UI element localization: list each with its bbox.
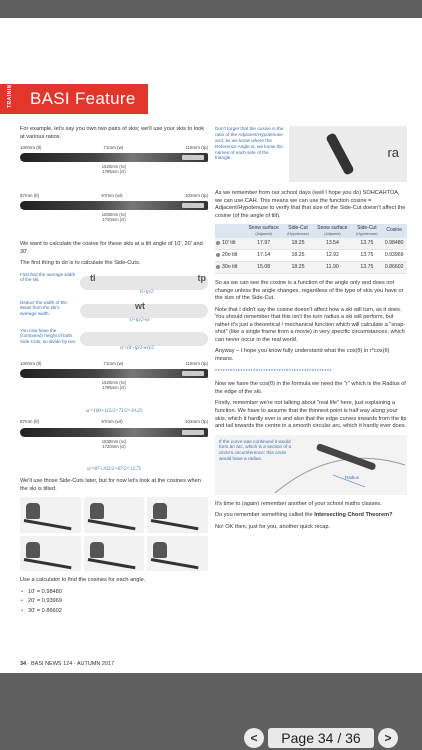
tilt-angle-images	[20, 497, 208, 571]
radius-arc-diagram	[215, 435, 407, 495]
triangle-callout	[215, 126, 407, 184]
reader-toolbar	[0, 726, 422, 750]
ski2-dim2: 1720mm (cl)	[102, 217, 126, 223]
ski2-tip: 87mm (tl)	[20, 193, 39, 199]
sidecut-shape-3	[80, 332, 208, 346]
ski4-image	[20, 428, 208, 437]
arc-note: If the curve was continued it would form an arc, which is a section of a circle's circumference: this circle would have a radius.	[219, 438, 292, 462]
sidecut-diagram	[20, 272, 208, 356]
ski4-dim1: 1830mm (sc)	[101, 438, 127, 444]
formula-ski2: sc=87+102/2=67/2=13.75	[86, 467, 142, 473]
intro-text: For example, let's say you own two pairs of skis; we'll use your skis to look at various ratios.	[20, 126, 205, 140]
tilt-image-5	[84, 536, 145, 572]
magazine-page	[0, 18, 422, 673]
page-indicator[interactable]: Page 34 / 36	[268, 728, 374, 748]
ski2-waist: 67mm (wt)	[101, 193, 123, 199]
left-column	[20, 126, 208, 618]
label-tl: tl	[90, 272, 96, 283]
ski4-tail: 102mm (tp)	[184, 419, 208, 425]
formula-ski1: sc=100+115/2=71/2=10.25	[85, 408, 143, 414]
label-tp: tp	[197, 272, 206, 283]
time-text: It's time to (again) remember another of your school maths classes.	[215, 500, 382, 507]
triangle-illustration	[289, 126, 407, 182]
ra-label: ra	[387, 145, 399, 160]
ski3-image	[20, 369, 208, 378]
table-header: Snow surface (Adjacent)	[313, 224, 353, 238]
table-header: Side-Cut (Hypotenuse)	[284, 224, 313, 238]
sidecut-note-3: You now have the (combined) height of both Side-Cuts, so divide by two	[20, 327, 76, 345]
ski1-waist: 71mm (w)	[103, 145, 124, 151]
remember-text: Do you remember something called the Intersecting Chord Theorem?	[215, 512, 393, 519]
anyway-text: Anyway – I hope you know fully understand what the cos(θ) in r*cos(θ) means.	[215, 348, 390, 363]
need-text: Now we have the cos(θ) in the formula we need the "r" which is the Radius of the edge of the ski.	[215, 381, 406, 395]
firstly-text: Firstly, remember we're not talking about "real life" here, just explaining a function. We have to assume that the thinnest point is half way along your skis, which it hardly ever is and also that the edge curves inwards from the tip and tail towards the centre in a smooth circular arc, which it hardly ever does.	[215, 400, 407, 430]
cosine-list	[20, 589, 208, 616]
next-page-button[interactable]: >	[378, 728, 398, 748]
table-header: Side-Cut (Hypotenuse)	[352, 224, 381, 238]
bullet-dot-icon	[216, 253, 220, 257]
table-row: 30o tilt 15.08 18.25 11.90 13.75 0.86602	[215, 262, 407, 274]
ski4-waist: 67mm (wt)	[101, 419, 123, 425]
footer-page-number: 34	[20, 661, 27, 667]
table-header: Cosine	[381, 224, 407, 238]
feature-title: BASI Feature	[30, 89, 136, 108]
ski1-dim1: 1520mm (sc)	[101, 164, 127, 170]
ski3-tail: 115mm (tp)	[185, 360, 208, 366]
table-header: Snow surface (Adjacent)	[244, 224, 284, 238]
list-item: • 30' = 0.86602	[20, 608, 208, 616]
ski3-tip: 100mm (tl)	[20, 360, 42, 366]
formula-divide: sc=(tl+tp/2-wt)/2	[120, 345, 154, 351]
section-tab-label: TRAINING	[7, 79, 13, 108]
table-row: 10' tilt 17.97 18.25 13.54 13.75 0.98480	[215, 238, 407, 250]
table-row: 20o tilt 17.14 18.25 12.92 13.75 0.93969	[215, 250, 407, 262]
bullet-dot-icon	[216, 241, 220, 245]
formula-avg: tl+tp/2	[140, 289, 154, 295]
ski-diagram-2	[20, 193, 208, 235]
ski4-dim2: 1720mm (cl)	[102, 443, 126, 449]
ski2-dim1: 1830mm (sc)	[101, 212, 127, 218]
school-text: As we remember from our school days (well I hope you do) SOHCAHTOA, we can use CAH. This means we can use the function cosine = Adjacent/Hypotenuse to verify that that size of the Side-Cut doesn't affect the cosine (of the angle of tilt).	[215, 190, 406, 219]
ski-diagram-3	[20, 361, 208, 403]
ski-diagram-1	[20, 145, 208, 187]
radius-label: Radius	[345, 474, 360, 480]
sidecut-note-1: First find the average width of the ski.	[20, 271, 76, 283]
ski1-tail: 115mm (tp)	[185, 145, 208, 151]
bullet-dot-icon	[216, 265, 220, 269]
list-item: • 10' = 0.98480	[20, 589, 208, 597]
ski2-image	[20, 201, 208, 210]
tilt-image-4	[20, 536, 81, 572]
no-text: No! OK then, just for you, another quick recap.	[215, 523, 331, 530]
tilt-image-3	[147, 497, 208, 533]
list-item: • 20' = 0.93969	[20, 598, 208, 606]
same-text: So as we can see the cosine is a function of the angle only and does not change unless the angle changes, regardless of the type of skis you have or the size of the Side-Cut.	[215, 280, 404, 302]
ski3-waist: 71mm (w)	[103, 360, 124, 366]
calc-text: Use a calculator to find the cosines for each angle.	[20, 577, 146, 584]
ski1-dim2: 1765mm (cl)	[102, 169, 126, 175]
ski2-tail: 102mm (tp)	[184, 193, 208, 199]
ski4-tip: 87mm (tl)	[20, 419, 39, 425]
ski1-tip: 100mm (tl)	[20, 145, 42, 151]
tilt-image-6	[147, 536, 208, 572]
tilt-image-2	[84, 497, 145, 533]
ski3-dim2: 1765mm (cl)	[102, 384, 126, 390]
tilt-image-1	[20, 497, 81, 533]
prev-page-button[interactable]: <	[244, 728, 264, 748]
ski3-dim1: 1520mm (sc)	[101, 379, 127, 385]
right-column	[215, 126, 407, 535]
ski-diagram-4	[20, 419, 208, 461]
first-step-text: The first thing to do is to calculate the Side-Cuts.	[20, 260, 141, 267]
callout-text: Don't forget that the cosine is the ratio of the Adjacent/Hypotenuse and, as we know where the Reference Angle is, we know the names of each side of the triangle.	[215, 126, 284, 161]
note-text: Note that I didn't say the cosine doesn't affect how a ski will turn, as it does. You should remember that this isn't the turn radius a ski will perform, but rather it's just a theoretical / mechanical function which will calculate a "snap-shot" (like a single frame from a movie) in very specific circumstances, which can never occur in the real world.	[215, 306, 406, 343]
table-header	[215, 224, 244, 238]
label-wt: wt	[135, 300, 145, 311]
tilt-text: We want to calculate the cosine for these skis at a tilt angle of 10', 20' and 30'.	[20, 241, 203, 255]
cosine-table	[215, 224, 407, 274]
page-footer	[20, 661, 114, 667]
sidecut-shape-1	[80, 276, 208, 290]
later-text: We'll use those Side-Cuts later, but for now let's look at the cosines when the ski is tilted.	[20, 478, 201, 492]
sidecut-note-2: Deduct the width of the Waist from the ski's average width.	[20, 299, 67, 317]
footer-text: · BASI NEWS 124 · AUTUMN 2017	[26, 661, 115, 667]
ski1-image	[20, 153, 208, 162]
formula-deduct: tl+tp/2-wt	[130, 317, 150, 323]
section-tab	[0, 79, 20, 114]
separator: **********************************************	[215, 368, 333, 375]
